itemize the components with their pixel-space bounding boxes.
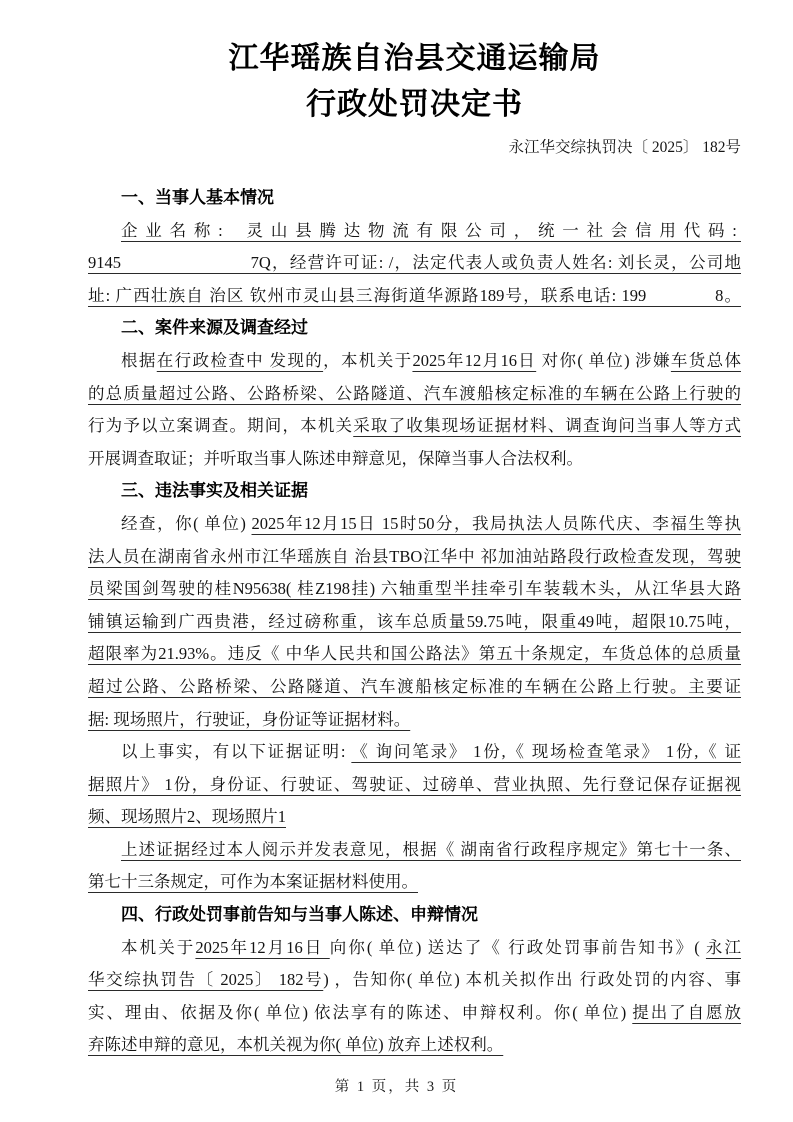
text-line (88, 834, 741, 867)
text-line (88, 704, 741, 737)
underlined-text-segment: 弃陈述申辩的意见，本机关视为你( 单位) 放弃上述权利。 (88, 1035, 504, 1055)
text-line (88, 247, 741, 280)
text-line (88, 638, 741, 671)
text-line (88, 866, 741, 899)
text-segment: ) ，告知你( 单位) 本机关拟作出 行政处罚的内容、事 (323, 970, 741, 990)
text-line (88, 508, 741, 541)
section-heading (88, 312, 741, 345)
document-content (88, 0, 741, 1062)
underlined-text-segment: 上述证据经过本人阅示并发表意见，根据《 湖南省行政程序规定》第七十一条、 (121, 839, 741, 859)
document-title-line-1: 江华瑶族自治县交通运输局 (228, 42, 601, 75)
text-segment: 本机关于 (121, 937, 196, 957)
text-segment: 对你( 单位) 涉嫌 (536, 350, 671, 370)
underlined-text-segment: 采取了收集现场证据材料、调查询问当事人等方式 (353, 416, 741, 436)
text-line (88, 410, 741, 443)
underlined-text-segment: 法人员在湖南省永州市江华瑶族自 治县TBO江华中 祁加油站路段行政检查发现，驾驶 (88, 546, 741, 566)
section-heading-text: 二、案件来源及调查经过 (121, 318, 308, 338)
underlined-text-segment: 2025年12月16日 (195, 937, 330, 957)
text-segment: 行为予以立案调查。期间，本机关 (88, 416, 354, 436)
text-line (88, 801, 741, 834)
underlined-text-segment: 提出了自愿放 (632, 1002, 741, 1022)
underlined-text-segment: 超过公路、公路桥梁、公路隧道、汽车渡船核定标准的车辆在公路上行驶。主要证 (88, 676, 741, 696)
text-line (88, 932, 741, 965)
text-line (88, 964, 741, 997)
underlined-text-segment: 企业名称: 灵山县腾达物流有限公司，统一社会信用代码: (121, 220, 741, 240)
underlined-text-segment: 2025年12月16日 (412, 350, 537, 370)
text-line (88, 541, 741, 574)
section-heading-text: 三、违法事实及相关证据 (121, 481, 308, 501)
document-title-line-2: 行政处罚决定书 (306, 88, 523, 121)
text-line (88, 345, 741, 378)
underlined-text-segment: 据: 现场照片，行驶证，身份证等证据材料。 (88, 709, 411, 729)
underlined-text-segment: 在行政检查中 发现的 (156, 350, 324, 370)
underlined-text-segment: 超限率为21.93%。违反《 中华人民共和国公路法》第五十条规定，车货总体的总质量 (88, 644, 741, 664)
underlined-text-segment: 华交综执罚告〔 2025〕 182号 (88, 970, 324, 990)
text-segment: 向你( 单位) 送达了《 行政处罚事前告知书》( (329, 937, 706, 957)
underlined-text-segment: 第七十三条规定，可作为本案证据材料使用。 (88, 872, 418, 892)
document-number: 永江华交综执罚决〔 2025〕 182号 (508, 139, 741, 156)
underlined-text-segment: 的总质量超过公路、公路桥梁、公路隧道、汽车渡船核定标准的车辆在公路上行驶的 (88, 383, 741, 403)
document-body (88, 182, 741, 1062)
text-line (88, 215, 741, 248)
text-line (88, 736, 741, 769)
text-line (88, 997, 741, 1030)
underlined-text-segment: 铺镇运输到广西贵港，经过磅称重，该车总质量59.75吨，限重49吨，超限10.75吨， (88, 611, 741, 631)
underlined-text-segment: 车货总体 (670, 350, 741, 370)
section-heading-text: 一、当事人基本情况 (121, 188, 274, 207)
text-segment: ，本机关于 (323, 350, 413, 370)
text-line (88, 443, 741, 476)
text-line (88, 378, 741, 411)
text-line (88, 769, 741, 802)
underlined-text-segment: 频、现场照片2、现场照片1 (88, 807, 286, 827)
underlined-text-segment: 据照片》 1份，身份证、行驶证、驾驶证、过磅单、营业执照、先行登记保存证据视 (88, 774, 741, 794)
section-heading (88, 475, 741, 508)
text-segment: 实、理由、依据及你( 单位) 依法享有的陈述、申辩权利。你( 单位) (88, 1002, 633, 1022)
text-line (88, 671, 741, 704)
text-line (88, 1029, 741, 1062)
section-heading-text: 四、行政处罚事前告知与当事人陈述、申辩情况 (121, 905, 478, 925)
underlined-text-segment: 永江 (705, 937, 741, 957)
text-segment: 开展调查取证；并听取当事人陈述申辩意见，保障当事人合法权利。 (88, 448, 583, 468)
text-line (88, 606, 741, 639)
underlined-text-segment: 员梁国剑驾驶的桂N95638( 桂Z198挂) 六轴重型半挂牵引车装载木头，从江华县大路 (88, 579, 741, 599)
underlined-text-segment: 《 询问笔录》 1份,《 现场检查笔录》 1份,《 证 (351, 742, 741, 762)
text-line (88, 573, 741, 606)
section-heading (88, 899, 741, 932)
text-segment: 以上事实，有以下证据证明: (121, 742, 352, 762)
underlined-text-segment: 址: 广西壮族自 治区 钦州市灵山县三海街道华源路189号，联系电话: 199 8。 (88, 285, 741, 305)
underlined-text-segment: 2025年12月15日 15时50分，我局执法人员陈代庆、李福生等执 (251, 513, 741, 533)
underlined-text-segment: 9145 7Q，经营许可证: /，法定代表人或负责人姓名: 刘长灵，公司地 (88, 253, 741, 273)
text-line (88, 280, 741, 313)
text-segment: 根据 (121, 350, 157, 370)
text-segment: 经查，你( 单位) (121, 513, 252, 533)
page-number-footer: 第 1 页，共 3 页 (334, 1079, 459, 1095)
section-heading (88, 182, 741, 215)
